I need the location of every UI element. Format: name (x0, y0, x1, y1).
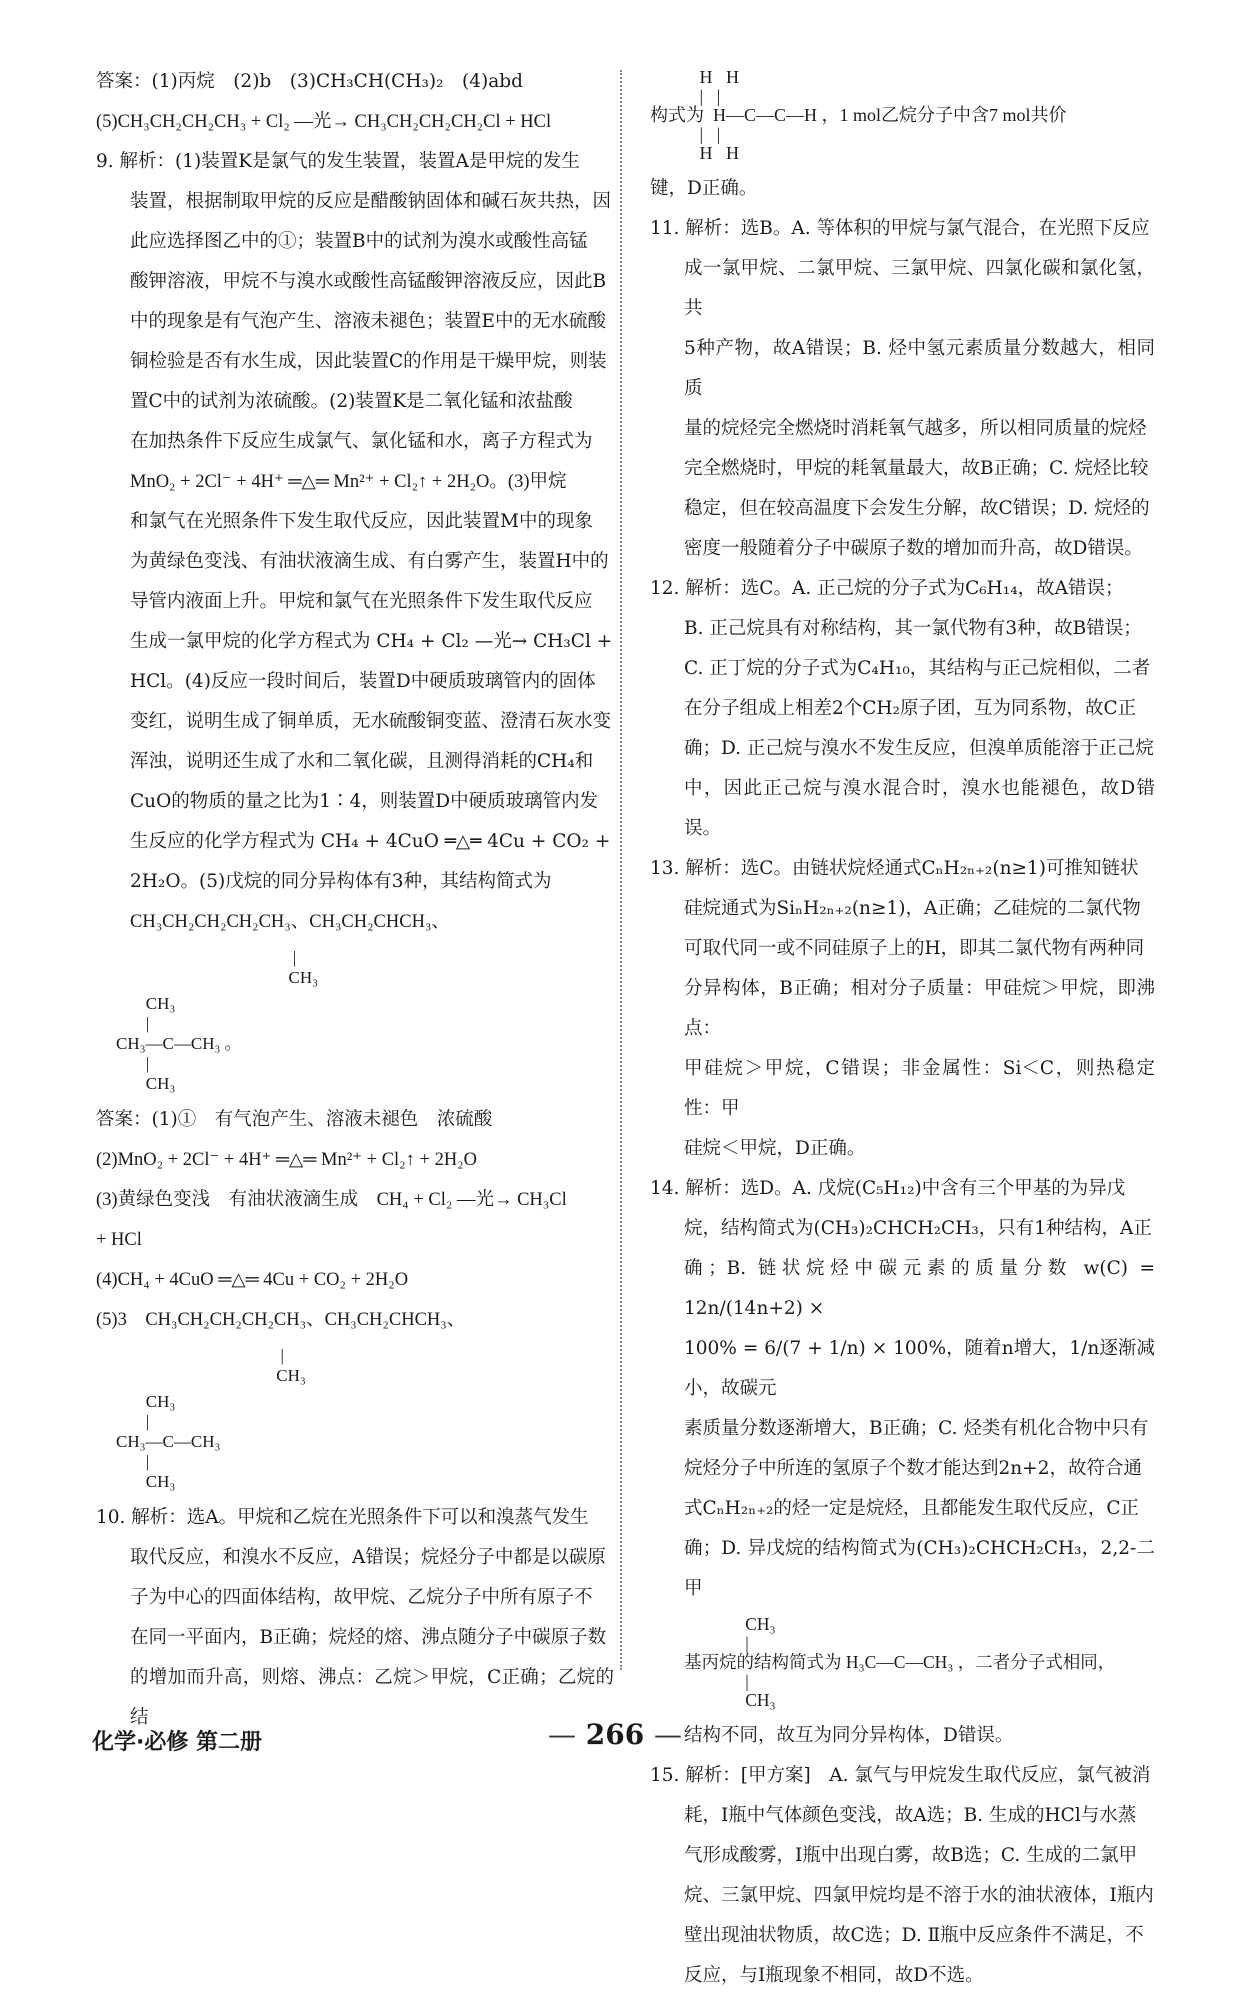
text-line: 12. 解析：选C。A. 正己烷的分子式为C₆H₁₄，故A错误； (650, 578, 1124, 599)
text-line: 烷、三氯甲烷、四氯甲烷均是不溶于水的油状液体，Ⅰ瓶内 (684, 1885, 1154, 1906)
text-line: C. 正丁烷的分子式为C₄H₁₀，其结构与正己烷相似，二者 (684, 658, 1151, 679)
text-line: 分异构体，B正确；相对分子质量：甲硅烷＞甲烷，即沸点： (684, 978, 1155, 1039)
text-line: 可取代同一或不同硅原子上的H，即其二氯代物有两种同 (684, 938, 1145, 959)
text-line: 甲硅烷＞甲烷，C错误；非金属性：Si＜C，则热稳定性：甲 (684, 1058, 1155, 1119)
text-line: 烷烃分子中所连的氢原子个数才能达到2n+2，故符合通 (684, 1458, 1142, 1479)
text-line: 确；D. 正己烷与溴水不发生反应，但溴单质能溶于正己烷 (684, 738, 1154, 759)
page-dash-left: — (548, 1718, 576, 1751)
text-line: 的增加而升高，则熔、沸点：乙烷＞甲烷，C正确；乙烷的结 (130, 1667, 614, 1728)
page-dash-right: — (653, 1718, 682, 1751)
text-line: 反应，与Ⅰ瓶现象不相同，故D不选。 (684, 1965, 984, 1986)
text-line: 素质量分数逐渐增大，B正确；C. 烃类有机化合物中只有 (684, 1418, 1149, 1439)
text-line: 确；B. 链状烷烃中碳元素的质量分数 w(C) = 12n/(14n+2) × (684, 1258, 1155, 1319)
neopentane-structure: CH₃ | CH₃—C—CH₃ 。 | CH₃ (116, 994, 242, 1093)
text-line: 确；D. 异戊烷的结构简式为(CH₃)₂CHCH₂CH₃，2,2-二甲 (684, 1538, 1155, 1599)
text-line: 壁出现油状物质，故C选；D. Ⅱ瓶中反应条件不满足，不 (684, 1925, 1144, 1946)
answer-line: (2)MnO₂ + 2Cl⁻ + 4H⁺ ═△═ Mn²⁺ + Cl₂↑ + 2H₂O (96, 1150, 477, 1170)
column-divider (620, 70, 622, 1670)
text-line: HCl。(4)反应一段时间后，装置D中硬质玻璃管内的固体 (130, 671, 596, 692)
text-line: 中，因此正己烷与溴水混合时，溴水也能褪色，故D错误。 (684, 778, 1155, 839)
text-line: 浑浊，说明还生成了水和二氧化碳，且测得消耗的CH₄和 (130, 751, 594, 772)
page-number: 266 (585, 1718, 645, 1751)
text-line: 置C中的试剂为浓硫酸。(2)装置K是二氧化锰和浓盐酸 (130, 391, 573, 412)
book-title: 化学·必修 第二册 (92, 1730, 263, 1755)
text-line: 14. 解析：选D。A. 戊烷(C₅H₁₂)中含有三个甲基的为异戊 (650, 1178, 1126, 1199)
text-line: (5)CH₃CH₂CH₂CH₃ + Cl₂ —光→ CH₃CH₂CH₂CH₂Cl + HCl (96, 112, 552, 132)
answer-line: (3)黄绿色变浅 有油状液滴生成 CH₄ + Cl₂ —光→ CH₃Cl (96, 1190, 567, 1210)
text-line: 子为中心的四面体结构，故甲烷、乙烷分子中所有原子不 (130, 1587, 593, 1608)
answer-line: 答案：(1)① 有气泡产生、溶液未褪色 浓硫酸 (96, 1109, 493, 1130)
text-line: 铜检验是否有水生成，因此装置C的作用是干燥甲烷，则装 (130, 351, 607, 372)
text-line: 13. 解析：选C。由链状烷烃通式CₙH₂ₙ₊₂(n≥1)可推知链状 (650, 858, 1139, 879)
text-line: 量的烷烃完全燃烧时消耗氧气越多，所以相同质量的烷烃 (684, 418, 1147, 439)
text-line: 为黄绿色变浅、有油状液滴生成、有白雾产生，装置H中的 (130, 551, 609, 572)
answer-line: (5)3 CH₃CH₂CH₂CH₂CH₃、CH₃CH₂CHCH₃、 (96, 1310, 466, 1330)
text-line: CuO的物质的量之比为1∶4，则装置D中硬质玻璃管内发 (130, 791, 599, 812)
text-line: 耗，Ⅰ瓶中气体颜色变浅，故A选；B. 生成的HCl与水蒸 (684, 1805, 1137, 1826)
text-line: 硅烷通式为SiₙH₂ₙ₊₂(n≥1)，A正确；乙硅烷的二氯代物 (684, 898, 1141, 919)
ethane-structure: H H | | 构式为 H—C—C—H ，1 mol乙烷分子中含7 mol共价 | | H H (650, 67, 1067, 163)
text-line: 变红，说明生成了铜单质，无水硫酸铜变蓝、澄清石灰水变 (130, 711, 612, 732)
text-line: 中的现象是有气泡产生、溶液未褪色；装置E中的无水硫酸 (130, 311, 607, 332)
text-line: 稳定，但在较高温度下会发生分解，故C错误；D. 烷烃的 (684, 498, 1150, 519)
text-line: 酸钾溶液，甲烷不与溴水或酸性高锰酸钾溶液反应，因此B (130, 271, 607, 292)
text-line: 密度一般随着分子中碳原子数的增加而升高，故D错误。 (684, 538, 1143, 559)
text-line: 硅烷＜甲烷，D正确。 (684, 1138, 866, 1159)
text-line: 15. 解析：[甲方案] A. 氯气与甲烷发生取代反应，氯气被消 (650, 1765, 1151, 1786)
left-column (96, 62, 614, 1738)
text-line: 结构不同，故互为同分异构体，D错误。 (684, 1725, 1014, 1746)
text-line: 在同一平面内，B正确；烷烃的熔、沸点随分子中碳原子数 (130, 1627, 607, 1648)
text-line: 成一氯甲烷、二氯甲烷、三氯甲烷、四氯化碳和氯化氢，共 (684, 258, 1155, 319)
text-line: 100% = 6/(7 + 1/n) × 100%，随着n增大，1/n逐渐减小，故碳元 (684, 1338, 1155, 1399)
text-line: 装置，根据制取甲烷的反应是醋酸钠固体和碱石灰共热，因 (130, 191, 612, 212)
text-line: 9. 解析：(1)装置K是氯气的发生装置，装置A是甲烷的发生 (96, 151, 580, 172)
text-line: 和氯气在光照条件下发生取代反应，因此装置M中的现象 (130, 511, 593, 532)
text-line: CH₃CH₂CH₂CH₂CH₃、CH₃CH₂CHCH₃、 (130, 912, 450, 932)
text-line: 导管内液面上升。甲烷和氯气在光照条件下发生取代反应 (130, 591, 593, 612)
page-number-area (548, 1718, 682, 1751)
isopentane-branch: | CH₃ (288, 948, 319, 987)
text-line: 答案：(1)丙烷 (2)b (3)CH₃CH(CH₃)₂ (4)abd (96, 71, 523, 92)
text-line: 在加热条件下反应生成氯气、氯化锰和水，离子方程式为 (130, 431, 593, 452)
text-line: 取代反应，和溴水不反应，A错误；烷烃分子中都是以碳原 (130, 1547, 606, 1568)
text-line: 生成一氯甲烷的化学方程式为 CH₄ + Cl₂ —光→ CH₃Cl + (130, 631, 613, 652)
text-line: 5种产物，故A错误；B. 烃中氢元素质量分数越大，相同质 (684, 338, 1155, 399)
neopentane-structure: CH₃ | 基丙烷的结构简式为 H₃C—C—CH₃ ，二者分子式相同， | CH₃ (684, 1614, 1116, 1710)
text-line: B. 正己烷具有对称结构，其一氯代物有3种，故B错误； (684, 618, 1142, 639)
text-line: 完全燃烧时，甲烷的耗氧量最大，故B正确；C. 烷烃比较 (684, 458, 1149, 479)
text-line: 在分子组成上相差2个CH₂原子团，互为同系物，故C正 (684, 698, 1137, 719)
text-line: 式CₙH₂ₙ₊₂的烃一定是烷烃，且都能发生取代反应，C正 (684, 1498, 1140, 1519)
answer-line: + HCl (96, 1230, 142, 1250)
text-line: 10. 解析：选A。甲烷和乙烷在光照条件下可以和溴蒸气发生 (96, 1507, 589, 1528)
right-column (650, 62, 1155, 1996)
neopentane-structure: CH₃ | CH₃—C—CH₃ | CH₃ (116, 1392, 221, 1491)
text-line: 气形成酸雾，Ⅰ瓶中出现白雾，故B选；C. 生成的二氯甲 (684, 1845, 1138, 1866)
text-line: 此应选择图乙中的①；装置B中的试剂为溴水或酸性高锰 (130, 231, 588, 252)
text-line: 2H₂O。(5)戊烷的同分异构体有3种，其结构简式为 (130, 871, 552, 892)
isopentane-branch: | CH₃ (276, 1346, 306, 1385)
text-line: 烷，结构简式为(CH₃)₂CHCH₂CH₃，只有1种结构，A正 (684, 1218, 1152, 1239)
text-line: MnO₂ + 2Cl⁻ + 4H⁺ ═△═ Mn²⁺ + Cl₂↑ + 2H₂O。(3)甲烷 (130, 472, 567, 492)
answer-line: (4)CH₄ + 4CuO ═△═ 4Cu + CO₂ + 2H₂O (96, 1270, 409, 1290)
text-line: 键，D正确。 (650, 178, 758, 199)
text-line: 11. 解析：选B。A. 等体积的甲烷与氯气混合，在光照下反应 (650, 218, 1150, 239)
text-line: 生反应的化学方程式为 CH₄ + 4CuO ═△═ 4Cu + CO₂ + (130, 831, 611, 852)
